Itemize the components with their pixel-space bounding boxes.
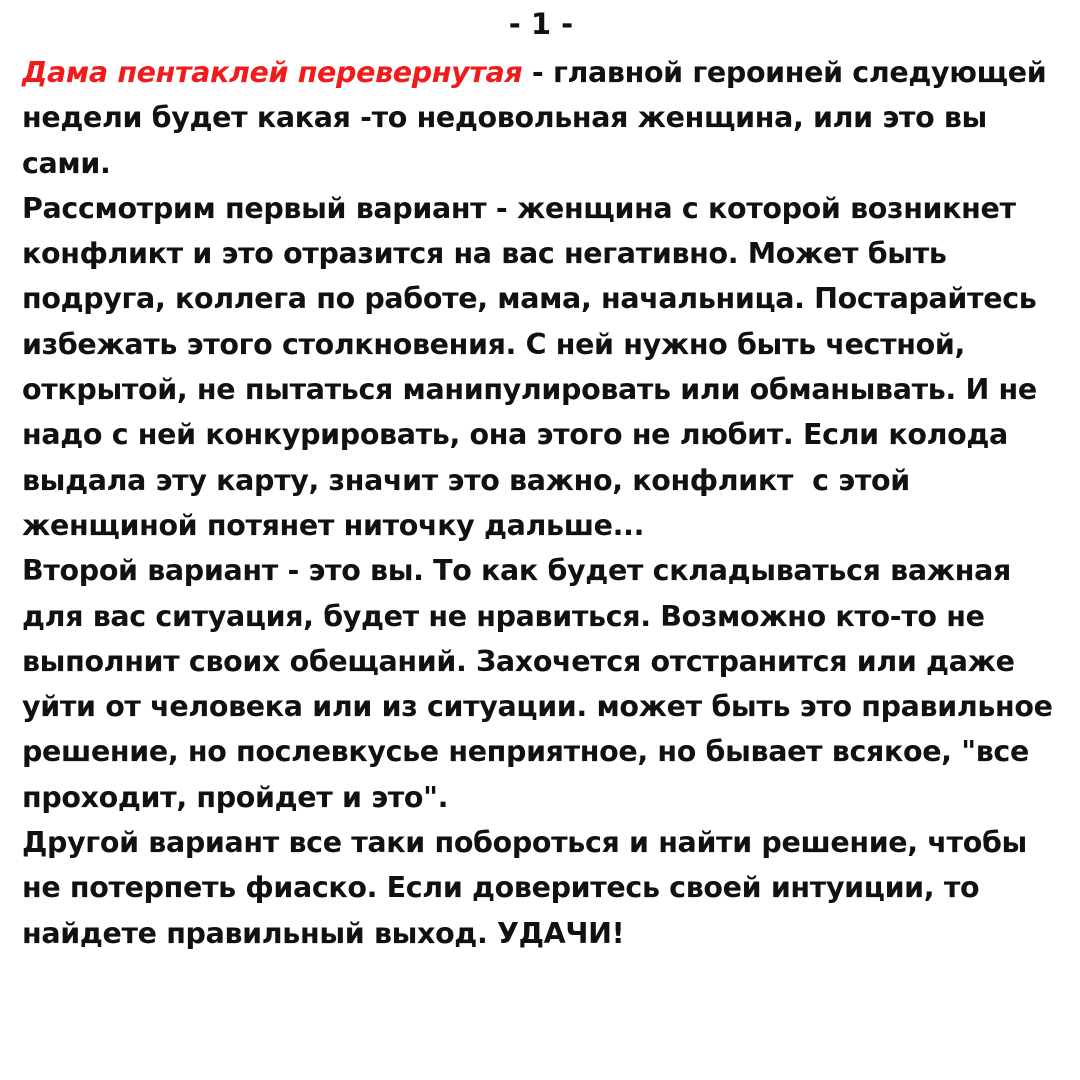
- card-title-highlight: Дама пентаклей перевернутая: [22, 56, 523, 89]
- page-number: - 1 -: [508, 7, 574, 41]
- paragraph-first-variant: Рассмотрим первый вариант - женщина с которой возникнет конфликт и это отразится на вас негативно. Может быть подруга, коллега по работе, мама, начальница. Постарайтесь избежать этого столкновения. С ней нужно быть честной, открытой, не пытаться манипулировать или обманывать. И не надо с ней конкурировать, она этого не любит. Если колода выдала эту карту, значит это важно, конфликт с этой женщиной потянет ниточку дальше...: [22, 191, 1047, 542]
- body-text: [22, 50, 1063, 956]
- paragraph-other-variant: Другой вариант все таки побороться и найти решение, чтобы не потерпеть фиаско. Если доверитесь своей интуиции, то найдете правильный выход. УДАЧИ!: [22, 826, 1037, 950]
- paragraph-second-variant: Второй вариант - это вы. То как будет складываться важная для вас ситуация, будет не нравиться. Возможно кто-то не выполнит своих обещаний. Захочется отстранится или даже уйти от человека или из ситуации. может быть это правильное решение, но послевкусье неприятное, но бывает всякое, "все проходит, пройдет и это".: [22, 554, 1063, 814]
- intro-text: - главной героиней следующей недели будет какая -то недовольная женщина, или это вы сами.: [22, 56, 1056, 180]
